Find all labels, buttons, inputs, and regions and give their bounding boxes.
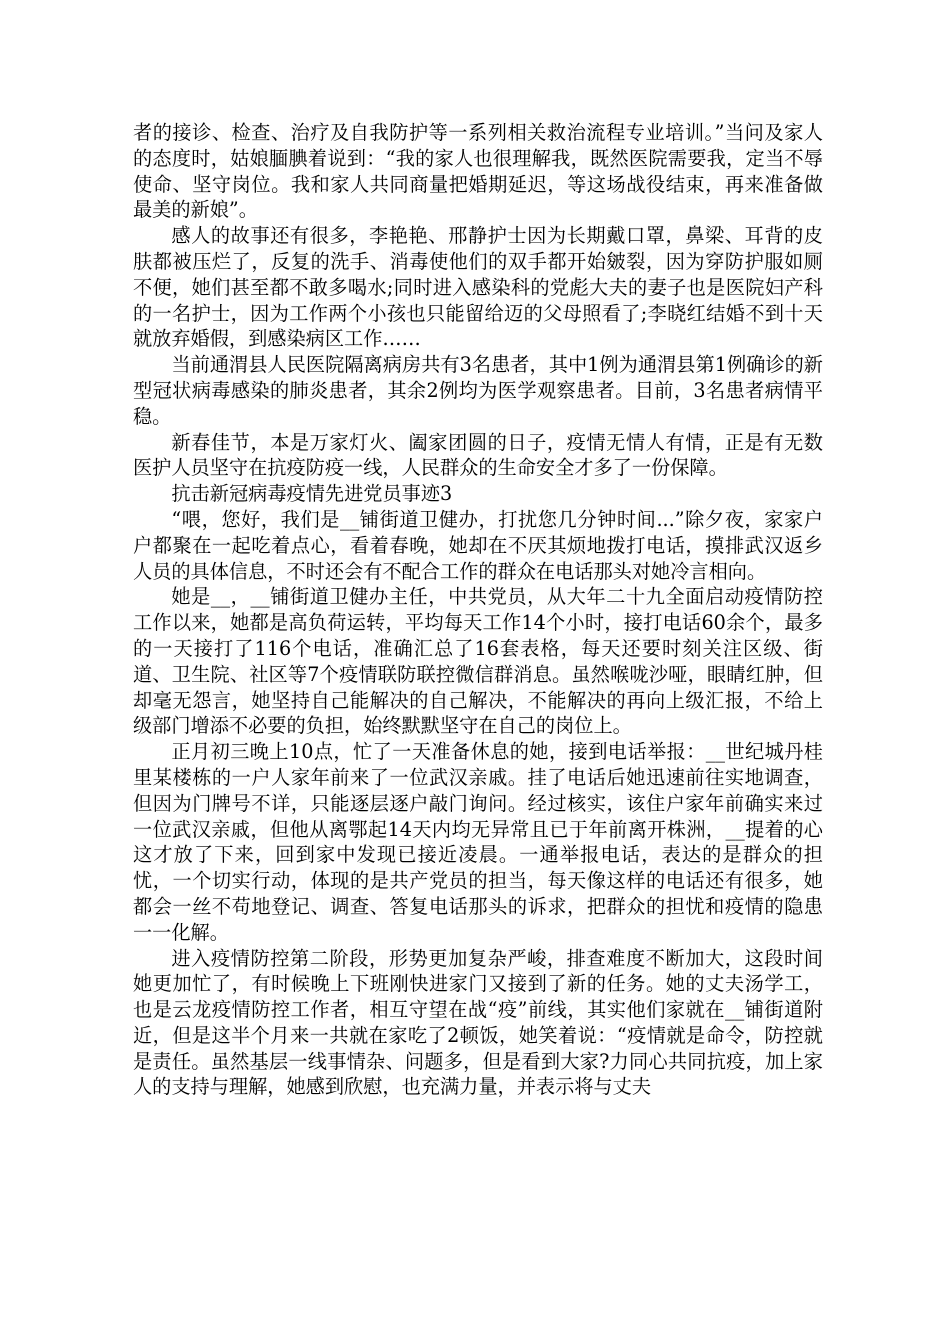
paragraph-continuation: 者的接诊、检查、治疗及自我防护等一系列相关救治流程专业培训。”当问及家人的态度时，姑娘腼腆着说到：“我的家人也很理解我，既然医院需要我，定当不辱使命、坚守岗位。我和家人共同商量把婚期延迟，等这场战役结束，再来准备做最美的新娘”。 xyxy=(133,121,823,222)
paragraph-spring-festival: 新春佳节，本是万家灯火、阖家团圆的日子，疫情无情人有情，正是有无数医护人员坚守在抗疫防疫一线，人民群众的生命安全才多了一份保障。 xyxy=(133,430,823,480)
section-heading: 抗击新冠病毒疫情先进党员事迹3 xyxy=(171,482,453,506)
paragraph-touching-stories: 感人的故事还有很多，李艳艳、邢静护士因为长期戴口罩，鼻梁、耳背的皮肤都被压烂了，反复的洗手、消毒使他们的双手都开始皴裂，因为穿防护服如厕不便，她们甚至都不敢多喝水;同时进入感染科的党彪大夫的妻子也是医院妇产科的一名护士，因为工作两个小孩也只能留给迈的父母照看了;李晓红结婚不到十天就放弃婚假，到感染病区工作…… xyxy=(133,224,823,351)
paragraph-her-duties: 她是__，__铺街道卫健办主任，中共党员，从大年二十九全面启动疫情防控工作以来，她都是高负荷运转，平均每天工作14个小时，接打电话60余个，最多的一天接打了116个电话，准确汇总了16套表格，每天还要时刻关注区级、街道、卫生院、社区等7个疫情联防联控微信群消息。虽然喉咙沙哑，眼睛红肿，但却毫无怨言，她坚持自己能解决的自己解决，不能解决的再向上级汇报，不给上级部门增添不必要的负担，始终默默坚守在自己的岗位上。 xyxy=(133,585,823,738)
paragraph-second-phase: 进入疫情防控第二阶段，形势更加复杂严峻，排查难度不断加大，这段时间她更加忙了，有时候晚上下班刚快进家门又接到了新的任务。她的丈夫汤学工，也是云龙疫情防控工作者，相互守望在战“疫”前线，其实他们家就在__铺街道附近，但是这半个月来一共就在家吃了2顿饭，她笑着说：“疫情就是命令，防控就是责任。虽然基层一线事情杂、问题多，但是看到大家?力同心共同抗疫，加上家人的支持与理解，她感到欣慰，也充满力量，并表示将与丈夫 xyxy=(133,946,823,1099)
paragraph-night-report: 正月初三晚上10点，忙了一天准备休息的她，接到电话举报：__世纪城丹桂里某楼栋的一户人家年前来了一位武汉亲戚。挂了电话后她迅速前往实地调查，但因为门牌号不详，只能逐层逐户敲门询问。经过核实，该住户家年前确实来过一位武汉亲戚，但他从离鄂起14天内均无异常且已于年前离开株洲，__提着的心这才放了下来，回到家中发现已接近凌晨。一通举报电话，表达的是群众的担忧，一个切实行动，体现的是共产党员的担当，每天像这样的电话还有很多，她都会一丝不苟地登记、调查、答复电话那头的诉求，把群众的担忧和疫情的隐患一一化解。 xyxy=(133,740,823,944)
document-page xyxy=(133,120,823,1100)
paragraph-phone-call: “喂，您好，我们是__铺街道卫健办，打扰您几分钟时间...”除夕夜，家家户户都聚在一起吃着点心，看着春晚，她却在不厌其烦地拨打电话，摸排武汉返乡人员的具体信息，不时还会有不配合工作的群众在电话那头对她冷言相向。 xyxy=(133,507,823,583)
paragraph-patient-status: 当前通渭县人民医院隔离病房共有3名患者，其中1例为通渭县第1例确诊的新型冠状病毒感染的肺炎患者，其余2例均为医学观察患者。目前，3名患者病情平稳。 xyxy=(133,353,823,428)
